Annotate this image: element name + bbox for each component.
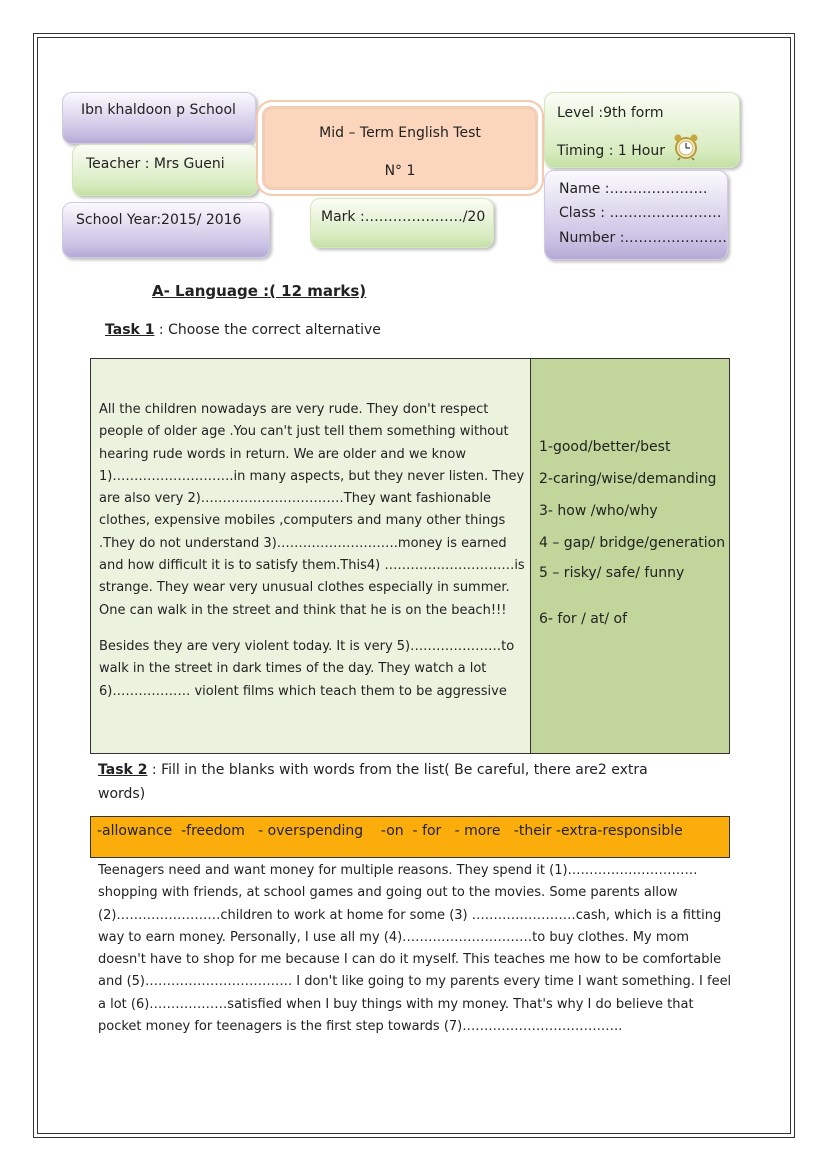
teacher-box [72, 144, 258, 196]
option-1: 1-good/better/best [539, 439, 671, 455]
task1-instruction: : Choose the correct alternative [158, 322, 381, 338]
task2-word-list: -allowance -freedom - overspending -on - for - more -their -extra-responsible [90, 816, 730, 858]
level: Level :9th form [557, 105, 664, 121]
task1-options-box [530, 358, 730, 754]
option-5: 5 – risky/ safe/ funny [539, 565, 685, 581]
task1-heading [105, 322, 381, 338]
task1-label: Task 1 [105, 322, 155, 338]
name-field: Name :………………… [559, 181, 708, 197]
test-title-box [262, 106, 538, 190]
mark-field: Mark :…………………/20 [321, 209, 486, 225]
option-2: 2-caring/wise/demanding [539, 471, 717, 487]
school-box [62, 92, 256, 144]
option-6: 6- for / at/ of [539, 611, 628, 627]
school-name: Ibn khaldoon p School [81, 102, 236, 118]
option-4: 4 – gap/ bridge/generation [539, 535, 726, 551]
option-3: 3- how /who/why [539, 503, 658, 519]
task2-heading [98, 758, 698, 806]
task2-instruction: : Fill in the blanks with words from the list( Be careful, there are2 extra words) [98, 762, 648, 802]
class-field: Class : …………………… [559, 205, 722, 221]
test-title: Mid – Term English Test [319, 125, 481, 141]
task1-paragraph-2: Besides they are very violent today. It is very 5)…………………to walk in the street in dark times of the day. They watch a lot 6)……………… violent films which teach them to be aggressive [99, 638, 515, 699]
task2-paragraph-text: Teenagers need and want money for multiple reasons. They spend it (1)…………………………shopping with friends, at school games and going out to the movies. Some parents allow (2)……………………children to work at home for some (3) ……………………cash, which is a fitting way to earn money. Personally, I use all my (4)…………………………to buy clothes. My mom doesn't have to shop for me because I can do it myself. This teaches me how to be comfortable and (5)……………………………. I don't like going to my parents every time I want something. I feel a lot (6)………………satisfied when I buy things with my money. That's why I do believe that pocket money for teenagers is the first step towards (7)………………………………. [98, 863, 732, 1035]
school-year-box [62, 202, 270, 258]
school-year: School Year:2015/ 2016 [76, 212, 242, 228]
task1-text-box [90, 358, 532, 754]
student-info-box [544, 170, 728, 260]
task1-paragraph-1: All the children nowadays are very rude. They don't respect people of older age .You can't just tell them something without hearing rude words in return. We are older and we know 1)……………………….in many aspects, but they never listen. They are also very 2)……………………………They want fashionable clothes, expensive mobiles ,computers and many other things .They do not understand 3)……………………….money is earned and how difficult it is to satisfy them.This4) …………………………is strange. They wear very unusual clothes especially in summer. One can walk in the street and think that he is on the beach!!! [99, 402, 525, 618]
section-a-title: A- Language :( 12 marks) [152, 282, 367, 300]
number-field: Number :…………………. [559, 230, 727, 246]
task2-paragraph [98, 860, 734, 1038]
test-number: N° 1 [384, 163, 416, 179]
alarm-clock-icon [671, 133, 701, 161]
teacher-name: Teacher : Mrs Gueni [86, 156, 225, 172]
timing: Timing : 1 Hour [557, 143, 665, 159]
task2-label: Task 2 [98, 762, 148, 778]
level-box [544, 92, 740, 168]
mark-box [310, 198, 494, 248]
